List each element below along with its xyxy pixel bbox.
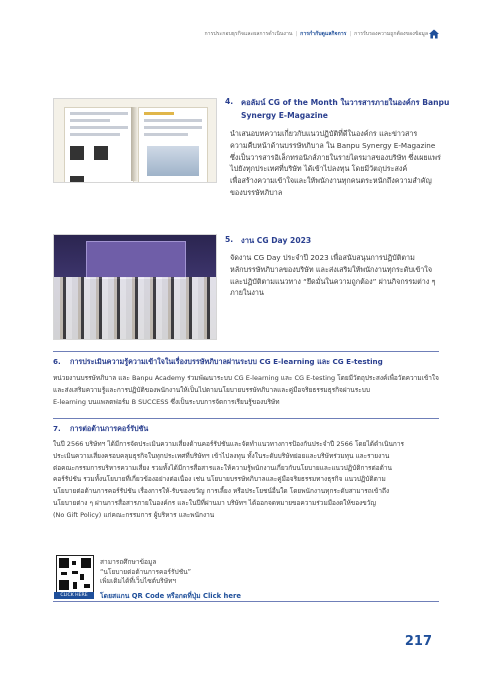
section-6-title: การประเมินความรู้ความเข้าใจในเรื่องบรรษัทภิบาลผ่านระบบ CG E-learning และ CG E-testing	[70, 357, 383, 366]
text-line: “นโยบายต่อต้านการคอร์รัปชัน”	[100, 567, 192, 576]
qr-code[interactable]	[56, 555, 94, 593]
text-line: เพิ่มเติมได้ที่เว็บไซต์บริษัทฯ	[100, 577, 177, 586]
item-4-body	[230, 128, 440, 199]
text-line: ซึ่งเป็นวารสารอิเล็กทรอนิกส์ภายในรายไตรมาสของบริษัท ซึ่งเผยแพร่	[230, 152, 441, 162]
item-5-body	[230, 252, 440, 299]
text-line: ในปี 2566 บริษัทฯ ได้มีการจัดประเมินความเสี่ยงด้านคอร์รัปชันและจัดทำแนวทางการป้องกันประจำปี 2566 โดยได้ดำเนินการ	[53, 440, 405, 448]
section-7-body	[53, 439, 441, 522]
item-4-title: คอลัมน์ CG of the Month ในวารสารภายในองค์กร Banpu	[241, 98, 450, 107]
nav-separator: |	[349, 31, 352, 37]
magazine-page-right	[138, 107, 208, 183]
text-line: ไปยังทุกประเทศที่บริษัท ได้เข้าไปลงทุน โดยมีวัตถุประสงค์	[230, 164, 408, 174]
item-5-title: งาน CG Day 2023	[241, 236, 312, 245]
crowd	[54, 277, 216, 339]
item-4-title-2: Synergy E-Magazine	[241, 111, 328, 120]
text-line: นโยบายต่อต้านการคอร์รัปชัน เรื่องการให้-รับของขวัญ การเลี้ยง หรือประโยชน์อื่นใด โดยพนักงานทุกระดับสามารถเข้าถึง	[53, 487, 390, 496]
text-line: นำเสนอบทความเกี่ยวกับแนวปฏิบัติที่ดีในองค์กร และข่าวสาร	[230, 129, 418, 138]
text-line: ความคืบหน้าด้านบรรษัทภิบาล ใน Banpu Synergy E-Magazine	[230, 140, 436, 150]
text-line: คอร์รัปชัน รวมทั้งนโยบายที่เกี่ยวข้องอย่างต่อเนื่อง เช่น นโยบายบรรษัทภิบาลและคู่มือจริยธรรมทางธุรกิจ แนวปฏิบัติตาม	[53, 475, 386, 484]
text-line: หน่วยงานบรรษัทภิบาล และ Banpu Academy ร่วมพัฒนาระบบ CG E-learning และ CG E-testing โดยมีวัตถุประสงค์เพื่อวัดความเข้าใจ	[53, 374, 439, 382]
section-7-number: 7.	[53, 424, 61, 433]
section-divider	[53, 418, 439, 419]
qr-description	[100, 558, 191, 587]
text-line: ประเมินความเสี่ยงครอบคลุมธุรกิจในทุกประเทศที่บริษัทฯ เข้าไปลงทุน ทั้งในระดับบริษัทย่อยและบริษัทร่วมทุน และรายงาน	[53, 451, 390, 460]
text-line: ของบรรษัทภิบาล	[230, 187, 283, 197]
section-7-title: การต่อต้านการคอร์รัปชัน	[70, 424, 149, 433]
magazine-page-left	[64, 107, 134, 183]
magazine-photo	[147, 146, 199, 176]
nav-item-certification[interactable]: การรับรองความถูกต้องของข้อมูล	[354, 31, 428, 37]
text-line: (No Gift Policy) แก่คณะกรรมการ ผู้บริหาร และพนักงาน	[53, 510, 215, 519]
text-line: จัดงาน CG Day ประจำปี 2023 เพื่อสนับสนุนการปฏิบัติตาม	[230, 253, 415, 262]
text-line: สามารถศึกษาข้อมูล	[100, 558, 157, 566]
breadcrumb-nav	[205, 30, 428, 38]
section-divider	[53, 351, 439, 352]
nav-item-business[interactable]: การประกอบธุรกิจและผลการดำเนินงาน	[204, 31, 293, 37]
section-6-number: 6.	[53, 357, 61, 366]
click-here-button[interactable]: CLICK HERE	[54, 592, 94, 599]
text-line: E-learning บนแพลตฟอร์ม B SUCCESS ซึ่งเป็นระบบการจัดการเรียนรู้ของบริษัท	[53, 397, 280, 406]
section-divider	[53, 601, 439, 602]
nav-separator: |	[295, 31, 298, 37]
section-6-body	[53, 373, 441, 408]
text-line: และปฏิบัติตามแนวทาง “ยึดมั่นในความถูกต้อง” ผ่านกิจกรรมต่าง ๆ	[230, 276, 436, 286]
text-line: หลักบรรษัทภิบาลของบริษัท และส่งเสริมให้พนักงานทุกระดับเข้าใจ	[230, 264, 433, 274]
magazine-thumbnail	[53, 98, 217, 183]
qr-instruction-link[interactable]: โดยสแกน QR Code หรือกดที่ปุ่ม Click here	[100, 592, 241, 600]
text-line: เพื่อสร้างความเข้าใจและให้พนักงานทุกคนตระหนักถึงความสำคัญ	[230, 176, 432, 186]
text-line: และส่งเสริมความรู้และการปฏิบัติของพนักงานให้เป็นไปตามนโยบายบรรษัทภิบาลและคู่มือจริยธรรมธุรกิจผ่านระบบ	[53, 385, 370, 394]
text-line: ภายในงาน	[230, 288, 264, 298]
home-icon[interactable]	[428, 28, 440, 40]
nav-item-governance[interactable]: การกำกับดูแลกิจการ	[300, 31, 347, 37]
cg-day-group-photo	[53, 234, 217, 340]
page-number: 217	[404, 634, 432, 649]
text-line: ต่อคณะกรรมการบริหารความเสี่ยง รวมทั้งได้มีการสื่อสารและให้ความรู้พนักงานเกี่ยวกับนโยบายและแนวปฏิบัติการต่อต้าน	[53, 463, 392, 472]
item-5-number: 5.	[225, 235, 234, 244]
stage-screen	[86, 241, 186, 279]
item-4-number: 4.	[225, 97, 234, 106]
text-line: นโยบายต่าง ๆ ผ่านการสื่อสารภายในองค์กร และในปีที่ผ่านมา บริษัทฯ ได้ออกจดหมายขอความร่วมมืองดให้ของขวัญ	[53, 498, 376, 507]
